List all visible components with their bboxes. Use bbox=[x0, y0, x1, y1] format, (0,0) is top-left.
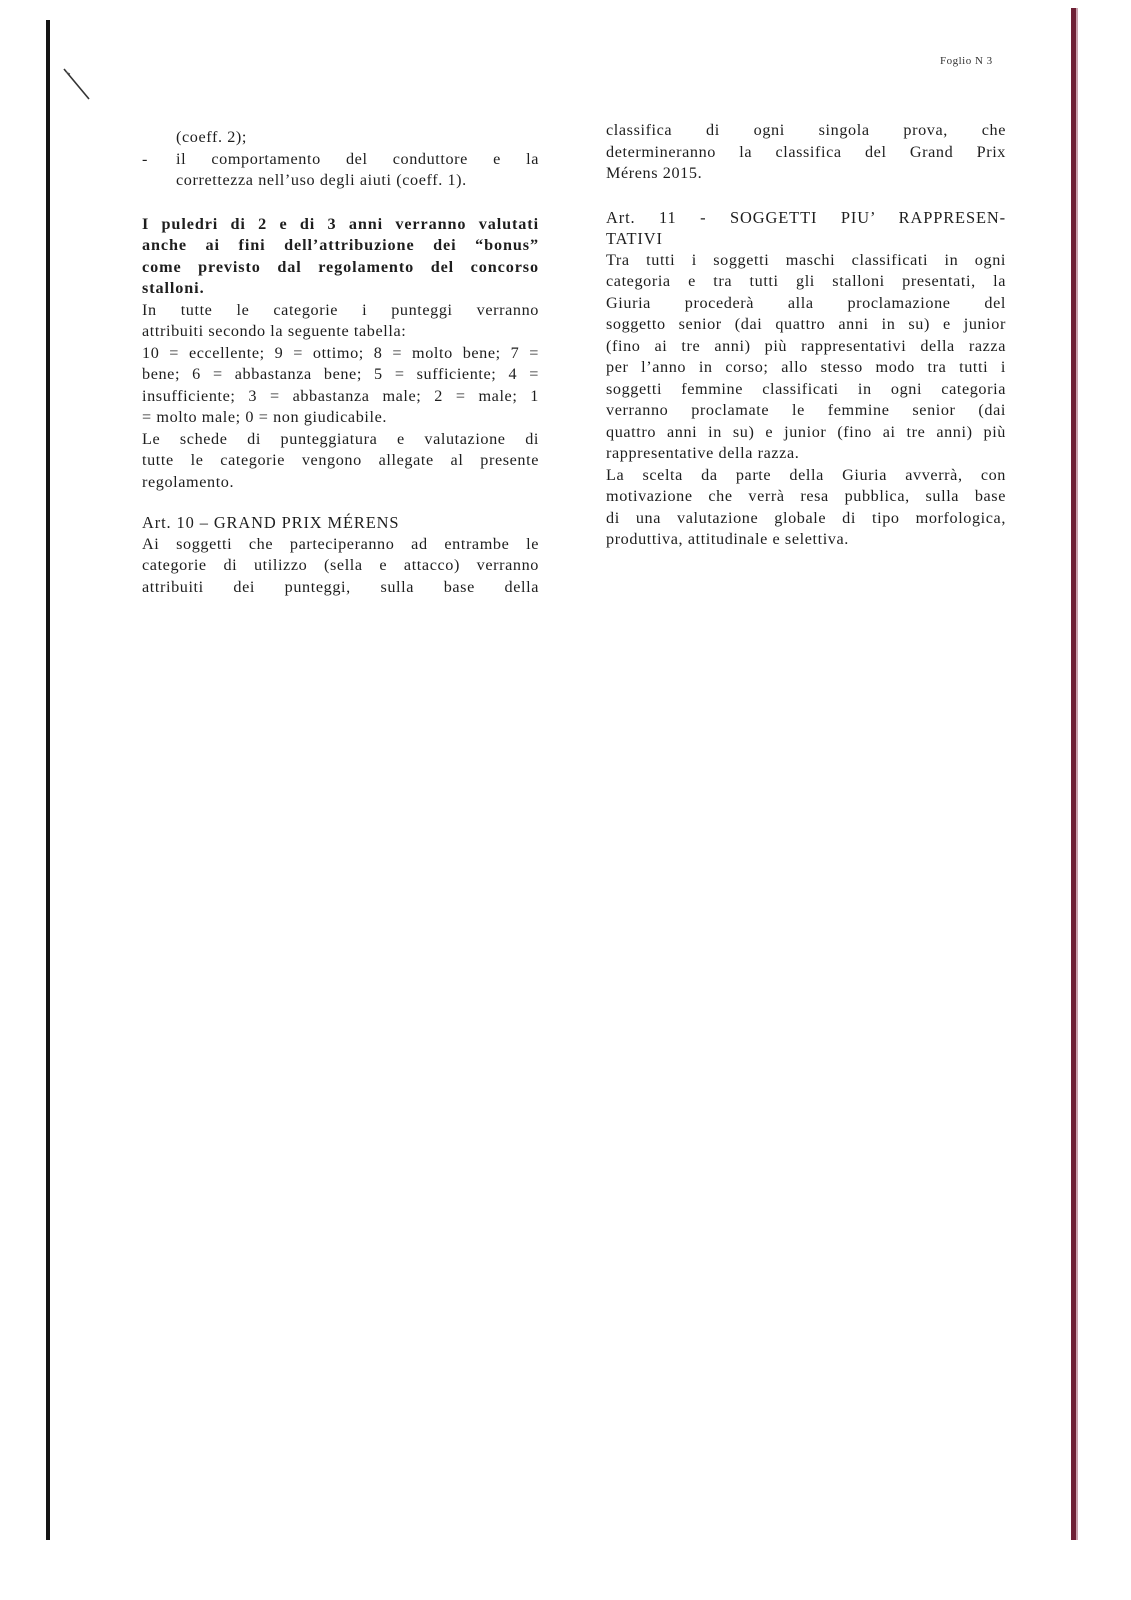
article-10-paragraph bbox=[142, 534, 539, 599]
paragraph-line: per l’anno in corso; allo stesso modo tra tutti i bbox=[606, 358, 1006, 376]
sheets-paragraph bbox=[142, 429, 539, 494]
coeff-line: (coeff. 2); bbox=[176, 128, 248, 146]
paragraph-line: I puledri di 2 e di 3 anni verranno valutati bbox=[142, 214, 539, 233]
paragraph-line: attribuiti dei punteggi, sulla base della bbox=[142, 577, 539, 596]
left-margin-rule bbox=[46, 20, 50, 1540]
paragraph-line: tutte le categorie vengono allegate al presente bbox=[142, 451, 539, 469]
article-11-paragraph bbox=[606, 250, 1006, 465]
heading-line: TATIVI bbox=[606, 229, 663, 248]
bullet-line: correttezza nell’uso degli aiuti (coeff. 1). bbox=[176, 171, 467, 189]
paragraph-line: verranno proclamate le femmine senior (dai bbox=[606, 401, 1006, 419]
paragraph-line: soggetto senior (dai quattro anni in su) e junior bbox=[606, 315, 1006, 333]
bonus-paragraph bbox=[142, 214, 539, 300]
article-11-heading bbox=[606, 207, 1006, 250]
continuation-paragraph bbox=[606, 120, 1006, 185]
heading-line: Art. 11 - SOGGETTI PIU’ RAPPRESEN- bbox=[606, 207, 1006, 227]
paragraph-line: quattro anni in su) e junior (fino ai tre anni) più bbox=[606, 422, 1006, 441]
paragraph-line: classifica di ogni singola prova, che bbox=[606, 121, 1006, 139]
paragraph-line: produttiva, attitudinale e selettiva. bbox=[606, 530, 849, 548]
paragraph-line: Tra tutti i soggetti maschi classificati in ogni bbox=[606, 250, 1006, 269]
paragraph-line: In tutte le categorie i punteggi verranno bbox=[142, 300, 539, 319]
right-column bbox=[606, 120, 1006, 551]
sheet-number: Foglio N 3 bbox=[940, 55, 993, 67]
paragraph-line: anche ai fini dell’attribuzione dei “bonus” bbox=[142, 236, 539, 254]
paragraph-line: di una valutazione globale di tipo morfologica, bbox=[606, 508, 1006, 527]
article-10-heading: Art. 10 – GRAND PRIX MÉRENS bbox=[142, 513, 400, 532]
left-column bbox=[142, 127, 539, 598]
paragraph-line: attribuiti secondo la seguente tabella: bbox=[142, 322, 407, 340]
choice-paragraph bbox=[606, 465, 1006, 551]
paragraph-line: rappresentative della razza. bbox=[606, 444, 800, 462]
scoring-paragraph bbox=[142, 300, 539, 429]
paragraph-line: come previsto dal regolamento del concorso bbox=[142, 257, 539, 276]
paragraph-line: motivazione che verrà resa pubblica, sulla base bbox=[606, 487, 1006, 505]
paragraph-line: = molto male; 0 = non giudicabile. bbox=[142, 408, 388, 426]
paragraph-line: determineranno la classifica del Grand Prix bbox=[606, 142, 1006, 161]
bullet-item bbox=[142, 149, 539, 192]
paragraph-line: regolamento. bbox=[142, 472, 235, 491]
scan-mark bbox=[58, 64, 98, 104]
paragraph-line: 10 = eccellente; 9 = ottimo; 8 = molto bene; 7 = bbox=[142, 343, 539, 362]
bullet-text bbox=[176, 149, 539, 192]
paragraph-line: categoria e tra tutti gli stalloni presentati, la bbox=[606, 272, 1006, 290]
paragraph-line: Le schede di punteggiatura e valutazione di bbox=[142, 429, 539, 448]
paragraph-line: Ai soggetti che parteciperanno ad entrambe le bbox=[142, 534, 539, 553]
paragraph-line: bene; 6 = abbastanza bene; 5 = sufficiente; 4 = bbox=[142, 365, 539, 383]
paragraph-line: Mérens 2015. bbox=[606, 164, 703, 182]
paragraph-line: La scelta da parte della Giuria avverrà, con bbox=[606, 465, 1006, 484]
bullet-line: il comportamento del conduttore e la bbox=[176, 149, 539, 168]
paragraph-line: Giuria procederà alla proclamazione del bbox=[606, 293, 1006, 312]
right-margin-rule-shadow bbox=[1076, 8, 1078, 1540]
bullet-dash: - bbox=[142, 149, 148, 168]
paragraph-line: soggetti femmine classificati in ogni categoria bbox=[606, 379, 1006, 398]
paragraph-line: categorie di utilizzo (sella e attacco) verranno bbox=[142, 556, 539, 574]
paragraph-line: insufficiente; 3 = abbastanza male; 2 = male; 1 bbox=[142, 386, 539, 405]
paragraph-line: stalloni. bbox=[142, 279, 205, 297]
paragraph-line: (fino ai tre anni) più rappresentativi della razza bbox=[606, 336, 1006, 355]
